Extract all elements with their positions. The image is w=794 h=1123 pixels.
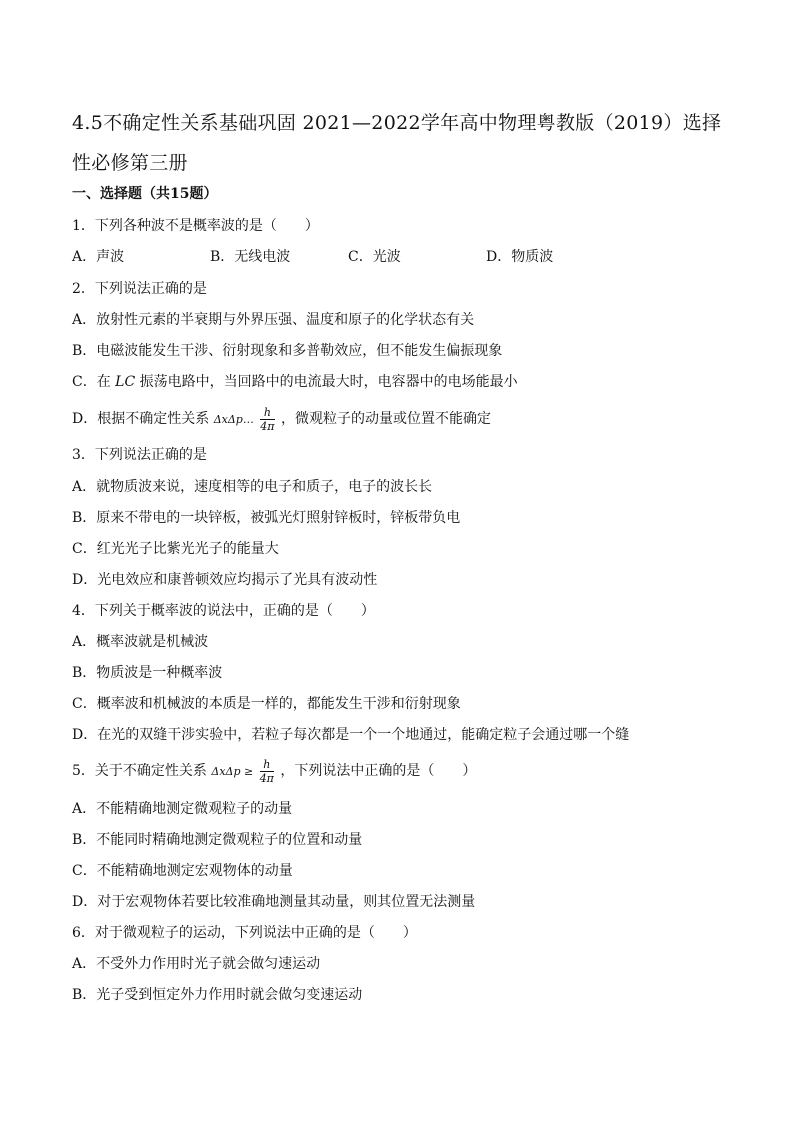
q1-option-d: D．物质波	[486, 249, 554, 265]
q6-option-b: B．光子受到恒定外力作用时就会做匀变速运动	[72, 987, 363, 1003]
q5-stem-suffix: ，下列说法中正确的是（ ）	[280, 763, 477, 779]
question-4-stem: 4．下列关于概率波的说法中，正确的是（ ）	[72, 603, 375, 619]
question-1-stem: 1．下列各种波不是概率波的是（ ）	[72, 218, 319, 234]
q1-option-a: A．声波	[72, 249, 125, 265]
q6-option-a: A．不受外力作用时光子就会做匀速运动	[72, 956, 321, 972]
q5-formula: ΔxΔp ≥	[211, 765, 254, 778]
document-title: 4.5不确定性关系基础巩固 2021—2022学年高中物理粤教版（2019）选择性必修第三册	[72, 112, 722, 174]
q2-d-numerator: h	[260, 406, 274, 420]
q1-option-c: C．光波	[348, 249, 401, 265]
q2-option-d	[72, 405, 491, 434]
q5-option-c: C．不能精确地测定宏观物体的动量	[72, 863, 293, 879]
q2-d-fraction	[260, 406, 274, 433]
q5-option-b: B．不能同时精确地测定微观粒子的位置和动量	[72, 832, 363, 848]
q2-d-formula: ΔxΔp…	[213, 413, 254, 426]
q2-option-b: B．电磁波能发生干涉、衍射现象和多普勒效应，但不能发生偏振现象	[72, 343, 503, 359]
q2-c-suffix: 振荡电路中，当回路中的电流最大时，电容器中的电场能最小	[139, 374, 518, 390]
q2-d-prefix: D．根据不确定性关系	[72, 411, 210, 427]
q3-option-b: B．原来不带电的一块锌板，被弧光灯照射锌板时，锌板带负电	[72, 510, 461, 526]
question-5-stem	[72, 757, 476, 786]
question-2-stem: 2．下列说法正确的是	[72, 281, 207, 297]
q5-denominator: 4π	[259, 771, 274, 785]
q5-numerator: h	[260, 758, 274, 772]
q2-option-c	[72, 372, 518, 392]
q2-d-suffix: ，微观粒子的动量或位置不能确定	[280, 411, 491, 427]
q4-option-c: C．概率波和机械波的本质是一样的，都能发生干涉和衍射现象	[72, 696, 461, 712]
q2-c-prefix: C．在	[72, 374, 111, 390]
q5-fraction	[260, 758, 274, 785]
question-3-stem: 3．下列说法正确的是	[72, 447, 207, 463]
question-6-stem: 6．对于微观粒子的运动，下列说法中正确的是（ ）	[72, 925, 417, 941]
q5-option-a: A．不能精确地测定微观粒子的动量	[72, 801, 293, 817]
q2-d-denominator: 4π	[260, 419, 275, 433]
q5-stem-prefix: 5．关于不确定性关系	[72, 763, 207, 779]
q2-c-lc: LC	[115, 374, 136, 390]
q4-option-b: B．物质波是一种概率波	[72, 665, 223, 681]
q3-option-d: D．光电效应和康普顿效应均揭示了光具有波动性	[72, 572, 378, 588]
question-1-options	[72, 247, 732, 267]
q3-option-c: C．红光光子比紫光光子的能量大	[72, 541, 279, 557]
q4-option-d: D．在光的双缝干涉实验中，若粒子每次都是一个一个地通过，能确定粒子会通过哪一个缝	[72, 727, 630, 743]
q3-option-a: A．就物质波来说，速度相等的电子和质子，电子的波长长	[72, 479, 433, 495]
q4-option-a: A．概率波就是机械波	[72, 634, 209, 650]
q5-option-d: D．对于宏观物体若要比较准确地测量其动量，则其位置无法测量	[72, 894, 476, 910]
q1-option-b: B．无线电波	[210, 249, 291, 265]
q2-option-a: A．放射性元素的半衰期与外界压强、温度和原子的化学状态有关	[72, 312, 475, 328]
section-heading: 一、选择题（共15题）	[72, 186, 218, 202]
